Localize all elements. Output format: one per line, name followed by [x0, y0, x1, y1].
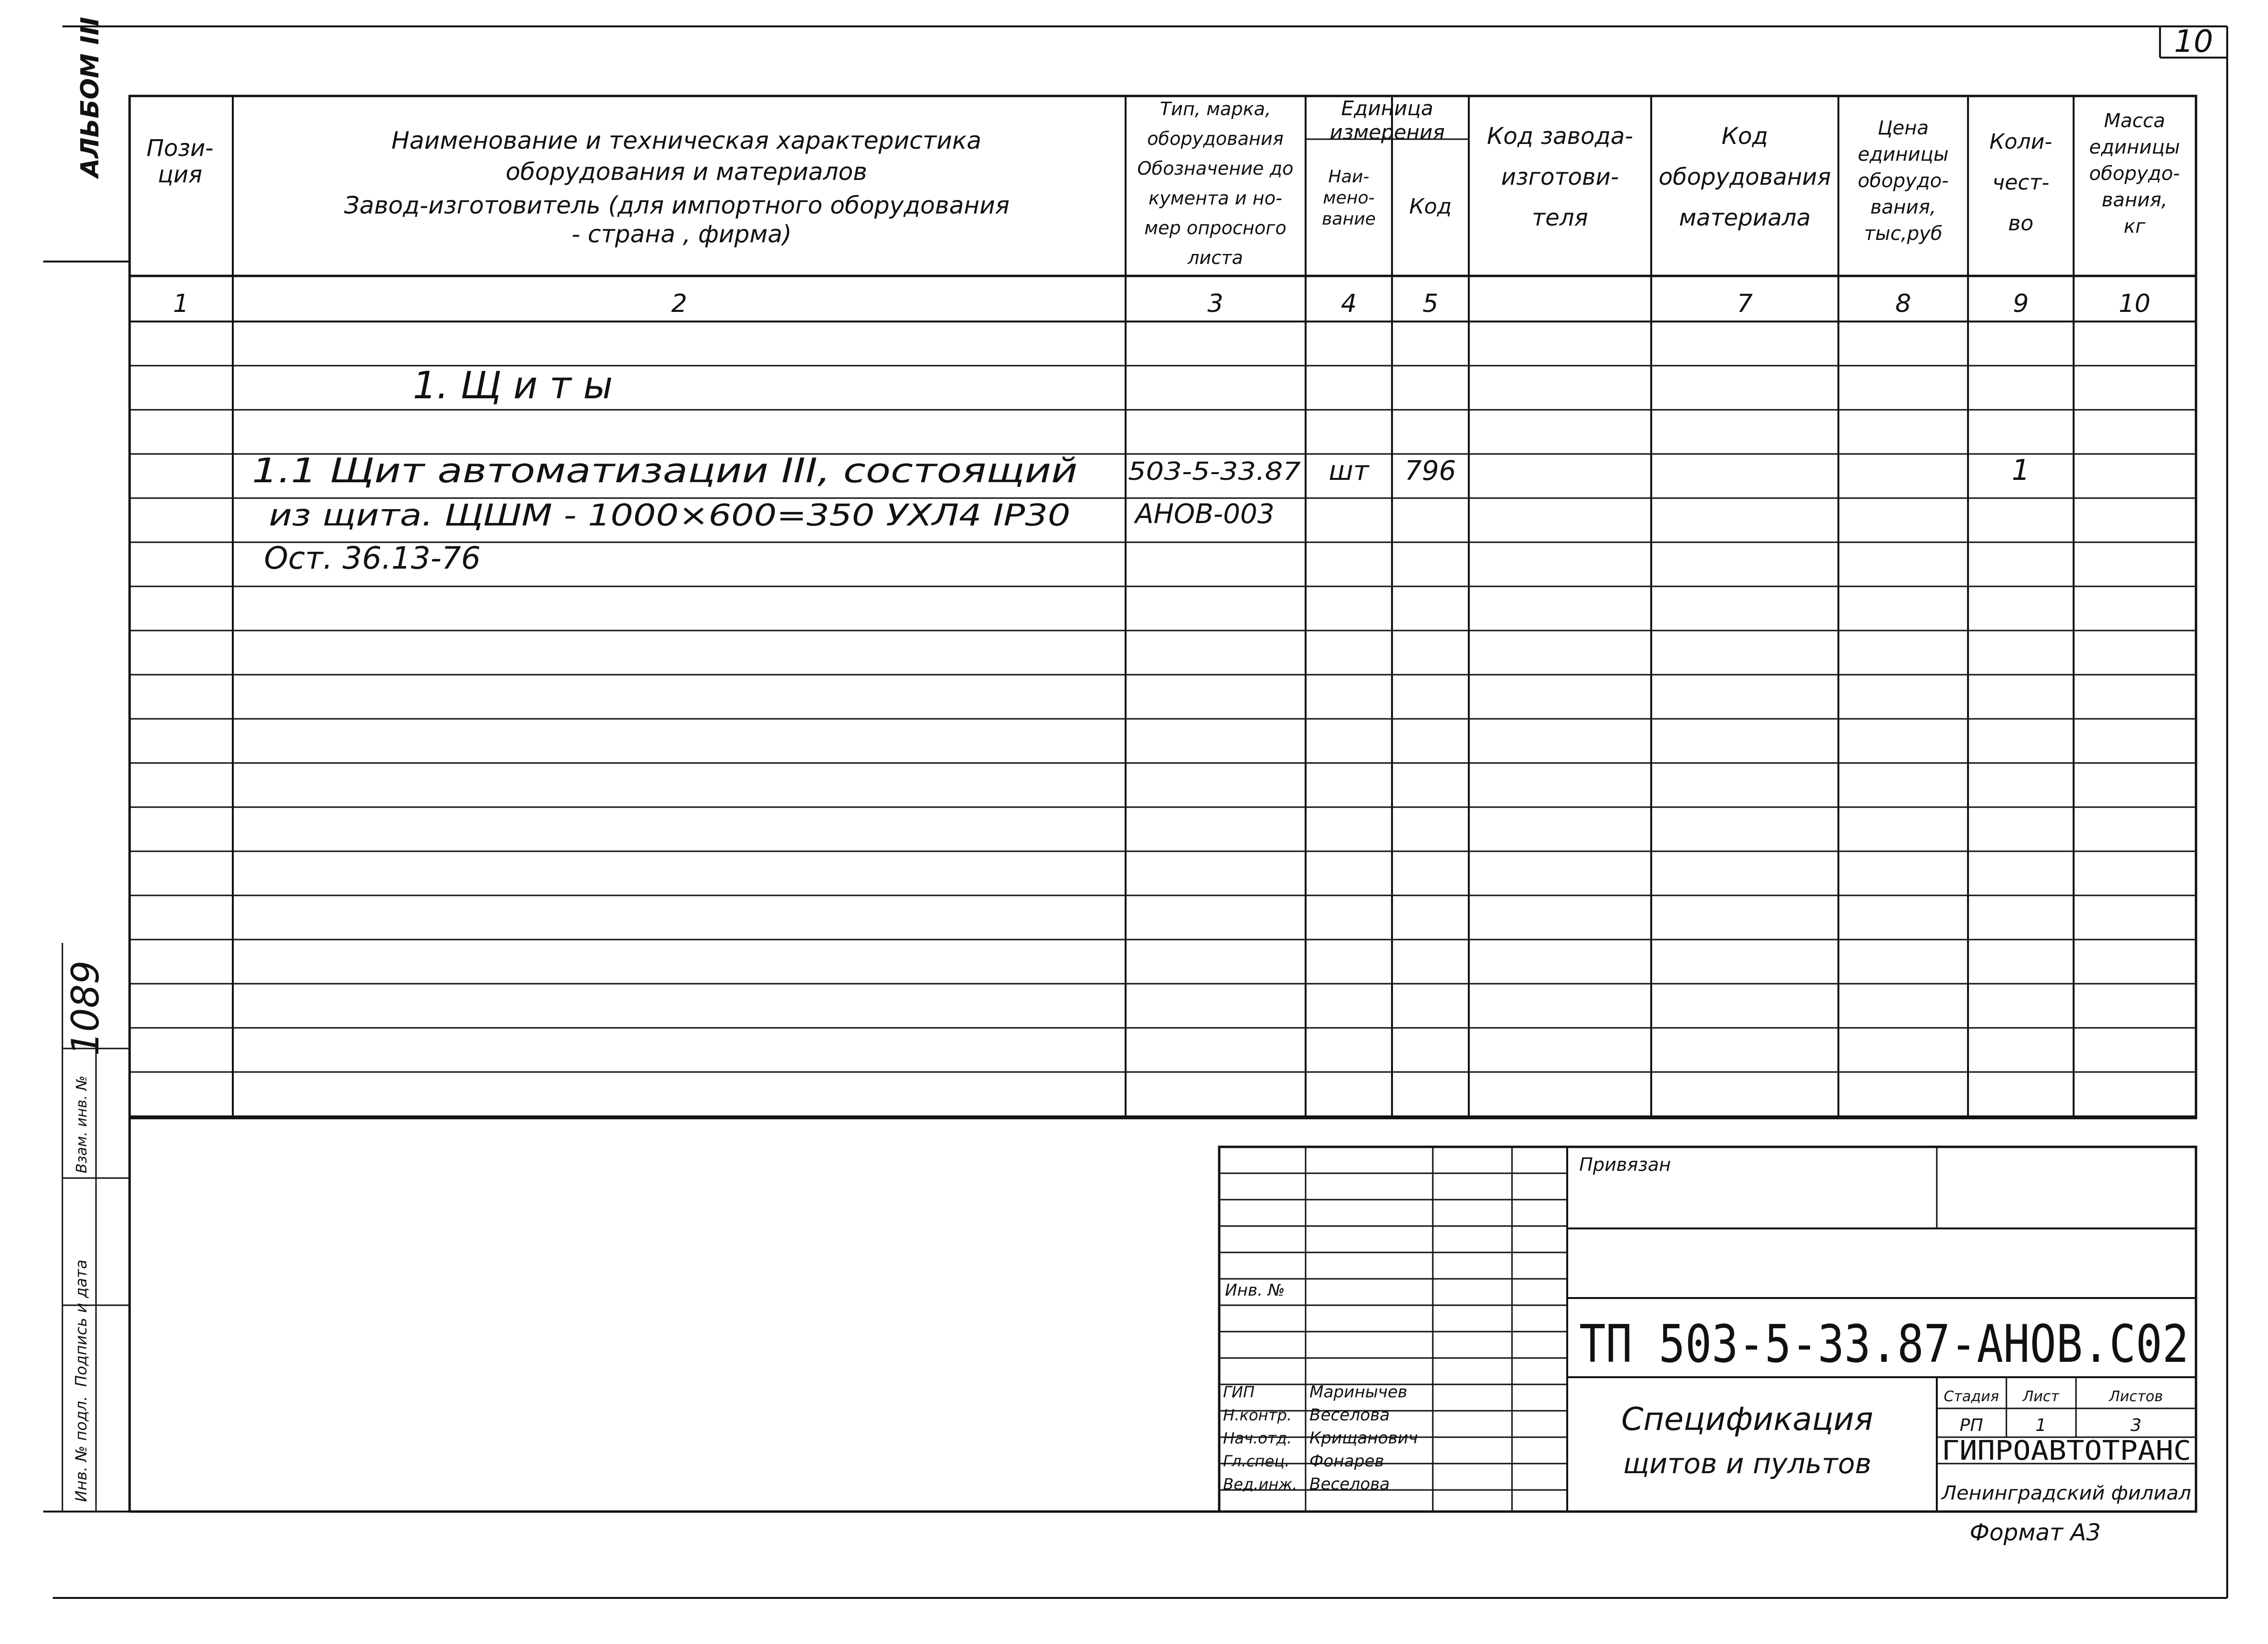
list-label: Лист — [2022, 1388, 2060, 1405]
row-1-code: 796 — [1404, 455, 1456, 487]
col-mass-header: единицы — [2089, 136, 2180, 158]
section-title: 1. Щ и т ы — [413, 364, 613, 407]
album-label: АЛЬБОМ III — [76, 17, 105, 178]
side-stamp-vzam: Взам. инв. № — [73, 1075, 90, 1173]
row-1-unit: шт — [1329, 455, 1369, 487]
signature-name: Маринычев — [1309, 1382, 1407, 1402]
row-2-type: АНОВ-003 — [1135, 499, 1275, 530]
signature-name: Веселова — [1309, 1475, 1390, 1494]
stadiya-value: РП — [1959, 1416, 1983, 1435]
signature-role: Нач.отд. — [1223, 1429, 1292, 1447]
col-price-header: вания, — [1870, 196, 1936, 218]
col-qty-header: во — [2008, 211, 2034, 236]
signature-role: Гл.спец. — [1223, 1452, 1290, 1470]
col-units-header: измерения — [1330, 120, 1445, 144]
column-number: 7 — [1737, 289, 1753, 318]
row-1-type: 503-5-33.87 — [1128, 457, 1301, 486]
organization-name: ГИПРОАВТОТРАНС — [1942, 1435, 2191, 1466]
col-unit-name-header: Наи- — [1328, 167, 1369, 187]
col-price-header: Цена — [1877, 117, 1929, 139]
col-equipment-code-header: Код — [1721, 123, 1768, 150]
column-number: 10 — [2118, 289, 2151, 318]
col-qty-header: чест- — [1992, 170, 2050, 195]
col-name-header: - страна , фирма) — [571, 220, 792, 248]
inv-number-label: Инв. № — [1225, 1281, 1285, 1300]
col-unit-code-header: Код — [1409, 194, 1452, 219]
side-stamp-podpis: Подпись и дата — [72, 1259, 90, 1387]
col-equipment-code-header: материала — [1679, 204, 1811, 231]
document-title: Спецификация — [1621, 1401, 1873, 1438]
privyazan-label: Привязан — [1579, 1154, 1671, 1175]
signature-name: Фонарев — [1309, 1452, 1384, 1471]
col-units-header: Единица — [1341, 96, 1433, 120]
row-2-name: из щита. ЩШМ - 1000×600=350 УХЛ4 IP30 — [269, 498, 1070, 533]
column-number: 9 — [2013, 289, 2029, 318]
col-factory-code-header: теля — [1532, 204, 1588, 231]
col-mass-header: вания, — [2101, 189, 2168, 211]
col-mass-header: оборудо- — [2089, 163, 2180, 185]
col-price-header: единицы — [1858, 143, 1949, 166]
col-mass-header: Масса — [2104, 110, 2165, 132]
column-number: 8 — [1895, 289, 1911, 318]
col-price-header: оборудо- — [1858, 170, 1949, 192]
col-name-header: оборудования и материалов — [505, 158, 867, 186]
page-number: 10 — [2174, 24, 2213, 60]
signature-role: Н.контр. — [1223, 1406, 1292, 1424]
col-factory-code-header: изготови- — [1501, 164, 1619, 191]
col-factory-code-header: Код завода- — [1487, 123, 1633, 150]
branch-name: Ленинградский филиал — [1940, 1482, 2191, 1504]
signature-name: Крищанович — [1309, 1429, 1418, 1448]
col-type-header: оборудования — [1147, 128, 1284, 149]
side-number: 1089 — [64, 960, 108, 1056]
column-number: 2 — [671, 289, 687, 318]
signature-role: ГИП — [1223, 1383, 1255, 1401]
col-position-header: Пози- — [146, 135, 214, 162]
sheet-texts — [64, 17, 2213, 1546]
col-mass-header: кг — [2124, 215, 2146, 238]
sheet-format: Формат А3 — [1969, 1519, 2101, 1546]
row-1-qty: 1 — [2011, 453, 2030, 487]
col-type-header: кумента и но- — [1148, 188, 1283, 209]
signature-name: Веселова — [1309, 1406, 1390, 1425]
col-type-header: мер опросного — [1144, 217, 1286, 238]
col-name-header: Завод-изготовитель (для импортного оборудования — [344, 191, 1010, 219]
row-1-name: 1.1 Щит автоматизации III, состоящий — [252, 451, 1078, 490]
col-unit-name-header: вание — [1321, 209, 1376, 229]
column-number: 5 — [1422, 289, 1439, 318]
signature-role: Вед.инж. — [1223, 1475, 1297, 1493]
listov-value: 3 — [2130, 1416, 2142, 1435]
list-value: 1 — [2035, 1416, 2047, 1435]
document-title: щитов и пультов — [1623, 1447, 1872, 1480]
side-stamp-inv-podl: Инв. № подл. — [72, 1396, 90, 1502]
col-unit-name-header: мено- — [1323, 188, 1375, 208]
spec-table-frame — [130, 96, 2196, 1118]
column-number: 1 — [173, 289, 189, 318]
col-type-header: листа — [1188, 247, 1243, 268]
col-position-header: ция — [157, 161, 203, 188]
col-name-header: Наименование и техническая характеристика — [391, 127, 982, 155]
col-equipment-code-header: оборудования — [1658, 164, 1831, 191]
listov-label: Листов — [2109, 1388, 2163, 1405]
col-price-header: тыс,руб — [1864, 223, 1943, 245]
stadiya-label: Стадия — [1944, 1388, 1999, 1405]
document-code: ТП 503-5-33.87-АНОВ.С02 — [1579, 1314, 2189, 1374]
col-type-header: Обозначение до — [1137, 158, 1294, 179]
column-number: 3 — [1207, 289, 1224, 318]
row-3-name: Ост. 36.13-76 — [264, 541, 481, 576]
column-number: 4 — [1341, 289, 1357, 318]
col-qty-header: Коли- — [1989, 130, 2052, 154]
col-type-header: Тип, марка, — [1160, 98, 1271, 119]
